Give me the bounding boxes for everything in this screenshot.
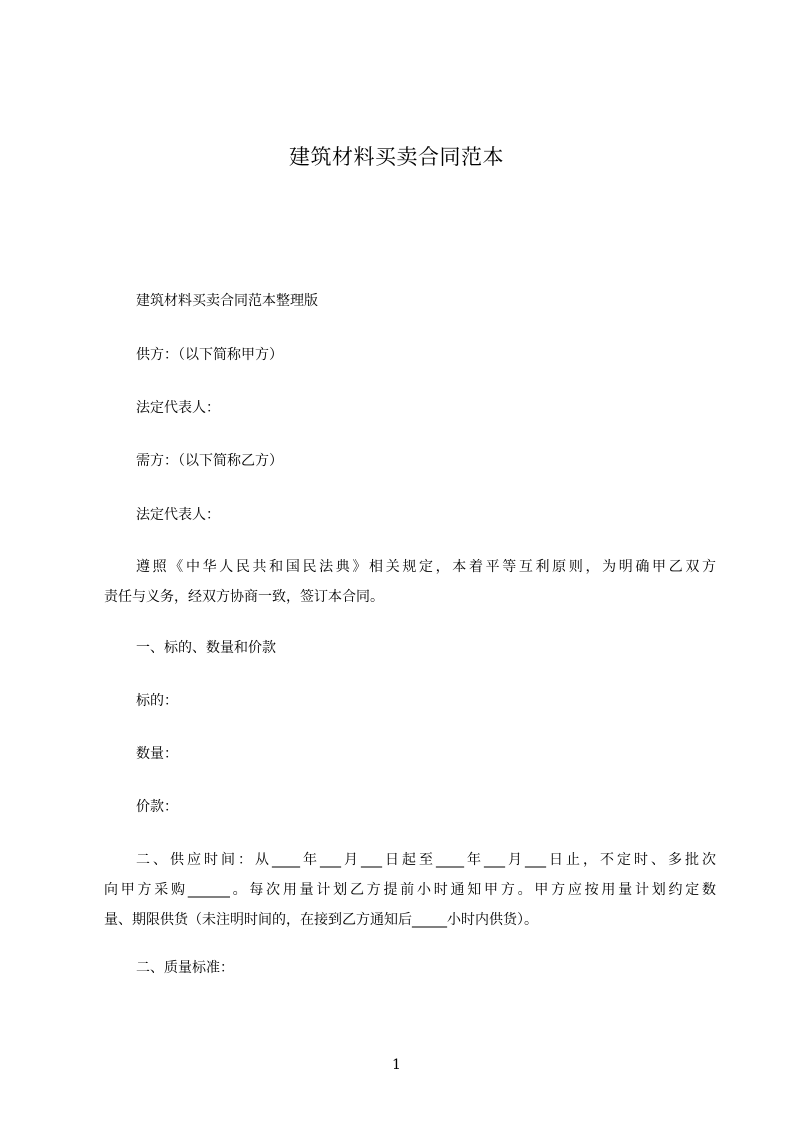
section-heading-subject: 一、标的、数量和价款 — [136, 640, 276, 656]
buyer-legal-rep-line: 法定代表人： — [136, 507, 220, 523]
document-title: 建筑材料买卖合同范本 — [289, 145, 504, 169]
quantity-line: 数量： — [136, 746, 178, 762]
buyer-line: 需方：（以下简称乙方） — [136, 453, 283, 469]
price-line: 价款： — [136, 799, 178, 815]
preamble-paragraph — [104, 552, 716, 612]
supply-time-line-2: 向甲方采购______。每次用量计划乙方提前小时通知甲方。甲方应按用量计划约定数 — [104, 882, 716, 898]
supply-time-line-1: 二、供应时间：从____年___月___日起至____年___月___日止，不定时、多批次 — [136, 852, 716, 868]
supply-time-paragraph — [104, 845, 716, 935]
supplier-legal-rep-line: 法定代表人： — [136, 400, 220, 416]
preamble-line-1: 遵照《中华人民共和国民法典》相关规定，本着平等互利原则，为明确甲乙双方 — [136, 559, 716, 575]
supplier-line: 供方：（以下简称甲方） — [136, 347, 283, 363]
subject-line: 标的： — [136, 693, 178, 709]
subtitle-paragraph: 建筑材料买卖合同范本整理版 — [136, 293, 318, 309]
preamble-line-2: 责任与义务，经双方协商一致，签订本合同。 — [104, 589, 384, 605]
supply-time-line-3: 量、期限供货（未注明时间的，在接到乙方通知后_____小时内供货）。 — [104, 912, 538, 928]
page-number: 1 — [392, 1057, 401, 1073]
section-heading-quality: 二、质量标准： — [136, 960, 234, 976]
